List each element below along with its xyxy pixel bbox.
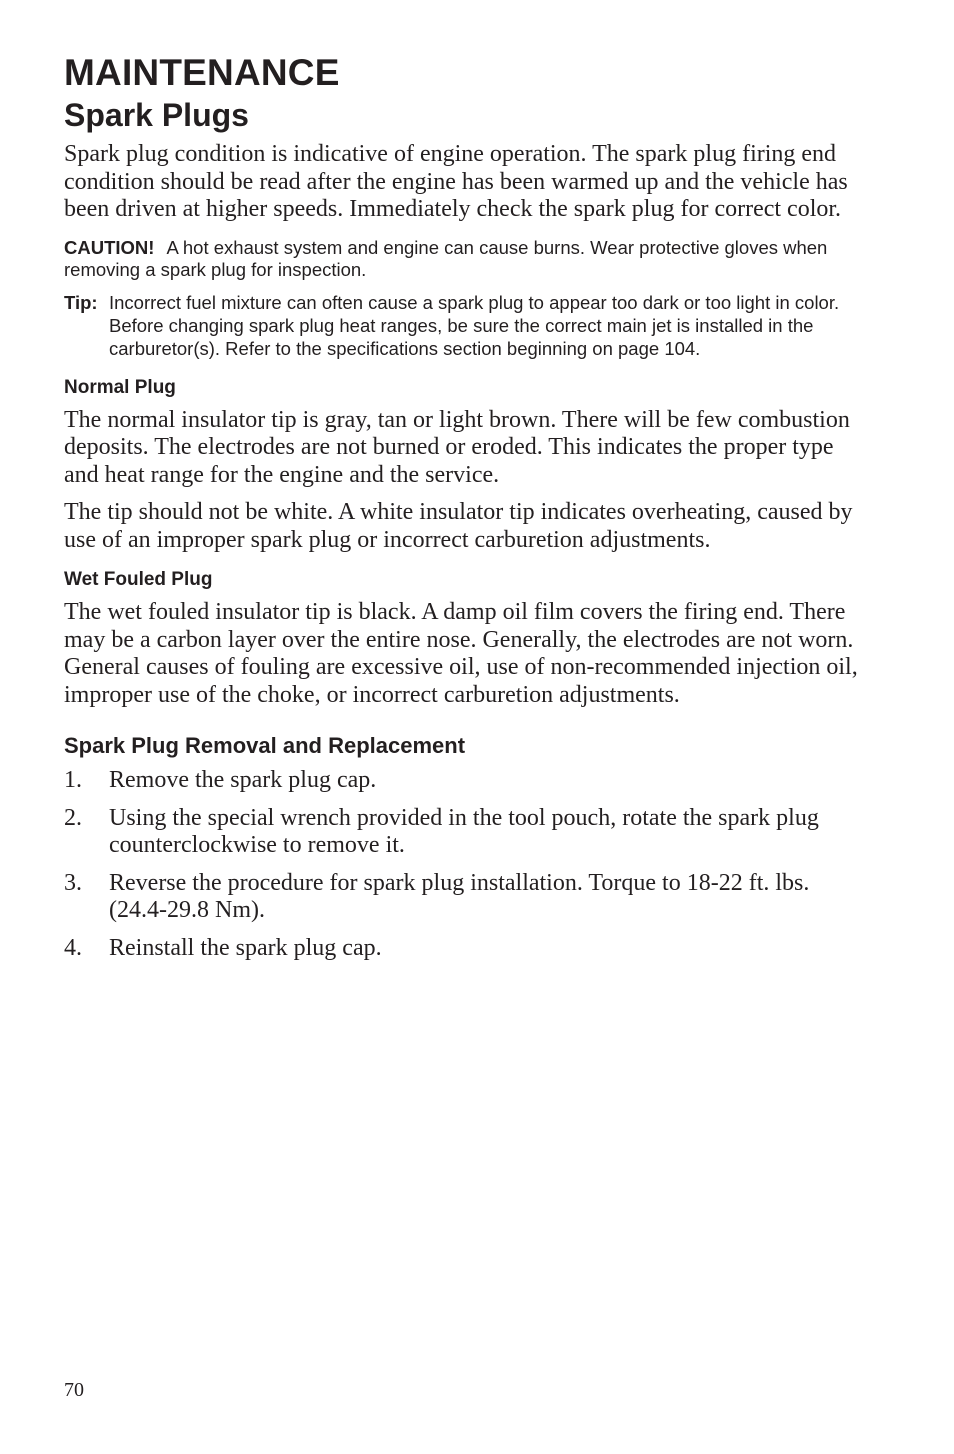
section-title: MAINTENANCE [64,52,340,93]
caution-text: A hot exhaust system and engine can cause burns. Wear protective gloves when removing a spark plug for inspection. [64,236,828,280]
step-number: 3. [64,869,82,896]
tip-note [64,291,864,360]
list-item [64,935,864,963]
page-title: Spark Plugs [64,97,249,133]
caution-note [64,237,864,281]
step-text: Reinstall the spark plug cap. [109,934,382,961]
normal-plug-heading: Normal Plug [64,376,176,398]
page-number: 70 [64,1379,84,1401]
tip-text: Incorrect fuel mixture can often cause a spark plug to appear too dark or too light in color. Before changing spark plug heat ranges, be sure the correct main jet is installed in the carburetor(s). Refer to the specifications section beginning on page 104. [109,291,840,359]
list-item [64,870,864,925]
list-item [64,805,864,860]
normal-plug-paragraph-1: The normal insulator tip is gray, tan or light brown. There will be few combustion deposits. The electrodes are not burned or eroded. This indicates the proper type and heat range for the engine and the service. [64,406,850,488]
caution-label: CAUTION! [64,236,155,258]
removal-steps [64,767,864,962]
normal-plug-paragraph-2: The tip should not be white. A white insulator tip indicates overheating, caused by use of an improper spark plug or incorrect carburetion adjustments. [64,499,853,553]
step-text: Remove the spark plug cap. [109,767,377,793]
removal-heading: Spark Plug Removal and Replacement [64,733,466,758]
step-number: 4. [64,934,82,961]
step-number: 2. [64,804,82,831]
intro-paragraph: Spark plug condition is indicative of engine operation. The spark plug firing end condition should be read after the engine has been warmed up and the vehicle has been driven at higher speeds. Immediately check the spark plug for correct color. [64,141,848,222]
manual-page [64,50,864,962]
step-text: Reverse the procedure for spark plug installation. Torque to 18-22 ft. lbs. (24.4-29.8 Nm). [109,869,810,923]
tip-label: Tip: [64,291,98,313]
wet-fouled-plug-paragraph: The wet fouled insulator tip is black. A damp oil film covers the firing end. There may be a carbon layer over the entire nose. Generally, the electrodes are not worn. General causes of fouling are excessive oil, use of non-recommended injection oil, improper use of the choke, or incorrect carburetion adjustments. [64,599,858,708]
wet-fouled-plug-heading: Wet Fouled Plug [64,569,213,590]
step-number: 1. [64,767,82,793]
list-item [64,767,864,795]
step-text: Using the special wrench provided in the tool pouch, rotate the spark plug counterclockwise to remove it. [109,804,819,858]
